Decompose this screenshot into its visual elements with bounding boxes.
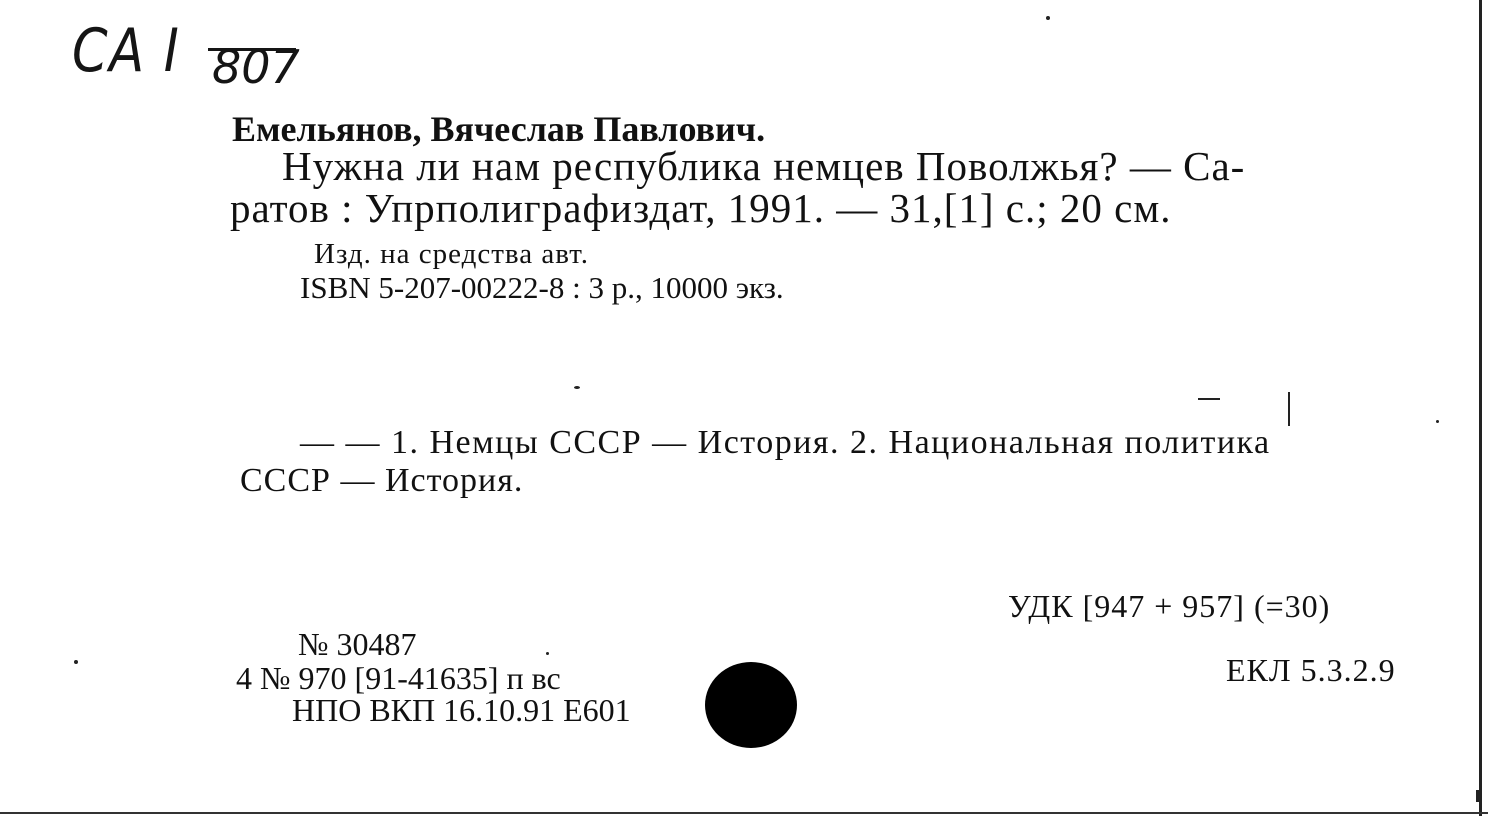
order-number: 4 № 970 [91-41635] п вс — [236, 660, 561, 696]
speck — [574, 386, 580, 389]
printer-info: НПО ВКП 16.10.91 Е601 — [292, 692, 631, 728]
speck — [1198, 398, 1220, 400]
speck — [74, 660, 78, 664]
subject-headings-line-2: СССР — История. — [240, 462, 524, 499]
title-line-1: Нужна ли нам республика немцев Поволжья? — Са- — [282, 143, 1246, 189]
speck — [1046, 16, 1050, 20]
shelf-mark-number: 807 — [212, 40, 300, 94]
card-right-edge — [1479, 0, 1482, 816]
isbn-line: ISBN 5-207-00222-8 : 3 р., 10000 экз. — [300, 270, 784, 305]
publication-note: Изд. на средства авт. — [314, 238, 589, 270]
ekl-classification: ЕКЛ 5.3.2.9 — [1226, 652, 1396, 688]
udk-classification: УДК [947 + 957] (=30) — [1008, 588, 1331, 624]
accession-number: № 30487 — [298, 626, 417, 662]
shelf-mark-code: СА I — [72, 16, 181, 86]
speck — [546, 652, 549, 655]
subject-headings-line-1: — — 1. Немцы СССР — История. 2. Национальная политика — [300, 424, 1271, 461]
card-punch-hole — [705, 662, 797, 748]
speck — [1436, 420, 1439, 423]
card-bottom-edge — [0, 812, 1488, 814]
speck — [1288, 392, 1290, 426]
title-line-2: ратов : Упрполиграфиздат, 1991. — 31,[1] с.; 20 см. — [230, 185, 1172, 231]
author-heading: Емельянов, Вячеслав Павлович. — [232, 109, 766, 149]
speck — [1476, 790, 1480, 802]
